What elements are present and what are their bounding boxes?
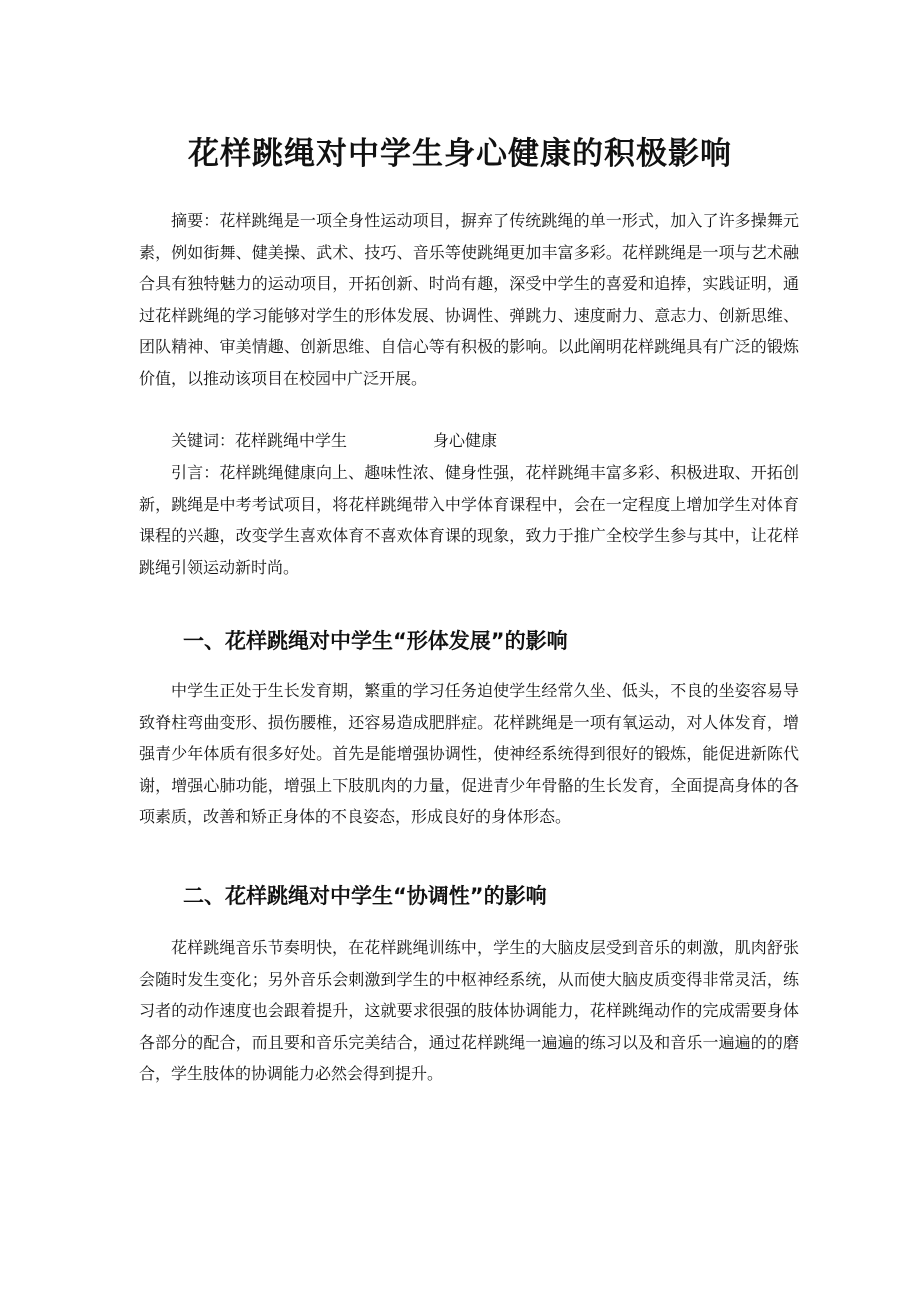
keywords-line xyxy=(139,425,799,457)
document-title: 花样跳绳对中学生身心健康的积极影响 xyxy=(188,136,732,172)
section-body-2: 花样跳绳音乐节奏明快，在花样跳绳训练中，学生的大脑皮层受到音乐的刺激，肌肉舒张会随时发生变化；另外音乐会刺激到学生的中枢神经系统，从而使大脑皮质变得非常灵活，练习者的动作速度也会跟着提升，这就要求很强的肢体协调能力，花样跳绳动作的完成需要身体各部分的配合，而且要和音乐完美结合，通过花样跳绳一遍遍的练习以及和音乐一遍遍的的磨合，学生肢体的协调能力必然会得到提升。 xyxy=(139,938,799,1083)
section-heading-2: 二、花样跳绳对中学生“协调性”的影响 xyxy=(183,884,547,908)
intro-paragraph: 引言：花样跳绳健康向上、趣味性浓、健身性强，花样跳绳丰富多彩、积极进取、开拓创新，跳绳是中考考试项目，将花样跳绳带入中学体育课程中，会在一定程度上增加学生对体育课程的兴趣，改变学生喜欢体育不喜欢体育课的现象，致力于推广全校学生参与其中，让花样跳绳引领运动新时尚。 xyxy=(139,463,799,577)
keywords-second: 身心健康 xyxy=(433,431,498,450)
section-heading-1: 一、花样跳绳对中学生“形体发展”的影响 xyxy=(183,629,568,653)
abstract-paragraph: 摘要：花样跳绳是一项全身性运动项目，摒弃了传统跳绳的单一形式，加入了许多操舞元素，例如街舞、健美操、武术、技巧、音乐等使跳绳更加丰富多彩。花样跳绳是一项与艺术融合具有独特魅力的运动项目，开拓创新、时尚有趣，深受中学生的喜爱和追捧，实践证明，通过花样跳绳的学习能够对学生的形体发展、协调性、弹跳力、速度耐力、意志力、创新思维、团队精神、审美情趣、创新思维、自信心等有积极的影响。以此阐明花样跳绳具有广泛的锻炼价值，以推动该项目在校园中广泛开展。 xyxy=(139,211,799,388)
section-body-1: 中学生正处于生长发育期，繁重的学习任务迫使学生经常久坐、低头，不良的坐姿容易导致脊柱弯曲变形、损伤腰椎，还容易造成肥胖症。花样跳绳是一项有氧运动，对人体发育，增强青少年体质有很多好处。首先是能增强协调性，使神经系统得到很好的锻炼，能促进新陈代谢，增强心肺功能，增强上下肢肌肉的力量，促进青少年骨骼的生长发育，全面提高身体的各项素质，改善和矫正身体的不良姿态，形成良好的身体形态。 xyxy=(139,681,799,826)
keywords-label: 关键词：花样跳绳中学生 xyxy=(171,431,348,450)
